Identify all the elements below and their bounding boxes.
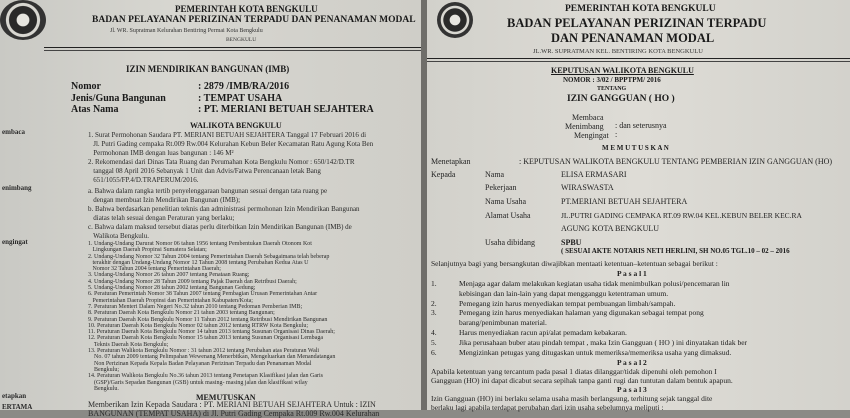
- list-item: a. Bahwa dalam rangka tertib penyelenggaraan bangunan sesuai dengan tata ruang pe: [88, 187, 328, 195]
- ho-document-page: [427, 0, 850, 410]
- tentang-label: TENTANG: [597, 86, 627, 92]
- field-value-alamat-usaha: JL.PUTRI GADING CEMPAKA RT.09 RW.04 KEL.KEBUN BELER KEC.RA: [561, 211, 802, 220]
- side-label-menimbang: enimbang: [2, 184, 32, 192]
- pasal-1-list: [431, 279, 850, 357]
- pasal-3-heading: P a s a l 3: [617, 385, 647, 394]
- left-memutuskan-heading: MEMUTUSKAN: [196, 393, 256, 402]
- list-item: 1. Undang-Undang Darurat Nomor 06 tahun 1956 tentang Pembentukan Daerah Otonom Kot: [88, 241, 312, 247]
- list-item: Non Perizinan Kepada Kepala Badan Pelayanan Perizinan Terpadu dan Penanaman Modal: [88, 360, 312, 367]
- list-item: 9. Peraturan Daerah Kota Bengkulu Nomor 11 Tahun 2012 tentang Retribusi Mendirikan Bangunan: [88, 316, 328, 323]
- left-header-city: BENGKULU: [226, 37, 257, 43]
- list-item: 8. Peraturan Daerah Kota Bengkulu Nomor 21 tahun 2003 tentang Bangunan;: [88, 310, 275, 317]
- list-item: Bengkulu;: [88, 366, 119, 373]
- pasal-2-line-2: Gangguan (HO) ini dapat dicabut secara sepihak tanpa ganti rugi dan tuntutan dalam bentuk apapun.: [431, 376, 733, 385]
- city-emblem-icon: [437, 2, 473, 38]
- list-item: 2. Pemegang izin harus menyediakan tempat pembuangan limbah/sampah.: [431, 298, 676, 308]
- left-header-address: Jl. WR. Supratman Kelurahan Bentiring Permai Kota Bengkulu: [110, 28, 263, 34]
- list-item: 14. Peraturan Walikota Bengkulu No.36 tahun 2013 tentang Penetapan Klasifikasi jalan dan Garis: [88, 373, 324, 380]
- list-item: 3. Undang-Undang Nomor 26 tahun 2007 tentang Penataan Ruang;: [88, 272, 250, 279]
- menetapkan-value: : KEPUTUSAN WALIKOTA BENGKULU TENTANG PEMBERIAN IZIN GANGGUAN (HO): [519, 157, 833, 166]
- list-item: Memberikan Izin Kepada Saudara : PT. MERIANI BETUAH SEJAHTERA Untuk : IZIN: [88, 400, 376, 409]
- list-item: tanggal 08 April 2016 Sebanyak 1 Unit dan Advis/Fatwa Perencanaan letak Bang: [88, 167, 321, 175]
- list-item: 5. Undang-Undang Nomor 28 tahun 2002 tentang Bangunan Gedung;: [88, 285, 256, 292]
- keputusan-number: NOMOR : 3/02 / BPPTPM/ 2016: [563, 76, 661, 84]
- pasal-2-line-1: Apabila ketentuan yang tercantum pada pasal 1 diatas dilanggar/tidak dipenuhi oleh pemohon I: [431, 367, 717, 376]
- field-value-usaha-dibidang: SPBU: [561, 238, 582, 247]
- list-item: Teknis Daerah Kota Bengkulu;: [88, 341, 169, 348]
- list-item: 11. Peraturan Daerah Kota Bengkulu Nomor 14 tahun 2013 tentang Susunan Organisasi Dinas Daerah;: [88, 329, 335, 336]
- list-item: Nomor 32 Tahun 2004 tentang Pemerintahan Daerah;: [88, 266, 221, 273]
- field-value-pekerjaan: WIRASWASTA: [561, 183, 614, 192]
- mengingat-list: [88, 241, 335, 392]
- list-item: 12. Peraturan Daerah Kota Bengkulu Nomor 15 tahun 2013 tentang Susunan Organisasi Lembaga: [88, 335, 324, 342]
- list-item: diatas telah sesuai dengan Peraturan yang berlaku;: [88, 214, 235, 222]
- list-item: (GSP)/Garis Sepadan Bangunan (GSB) untuk masing- masing jalan dan klasifikasi wilay: [88, 379, 308, 386]
- list-item: 7. Peraturan Menteri Dalam Negeri No.32 tahun 2010 tentang Pedoman Pemberian IMB;: [88, 303, 303, 310]
- menimbang-list: [88, 187, 360, 241]
- field-label-alamat-usaha: Alamat Usaha: [485, 211, 531, 220]
- list-item: kebisingan dan lain-lain yang dapat mengganggu ketentraman umum.: [459, 288, 669, 298]
- pasal-3-line-2: berlaku lagi apabila terdapat perubahan dari izin usaha sebelumnya meliputi :: [431, 403, 664, 412]
- left-header-government: PEMERINTAH KOTA BENGKULU: [175, 4, 318, 14]
- list-item: Jl. Putri Gading cempaka Rt.009 Rw.004 Kelurahan Kebun Beler Kecamatan Ratu Agung Kota Ben: [88, 140, 374, 148]
- list-item: 2. Rekomendasi dari Dinas Tata Ruang dan Perumahan Kota Bengkulu Nomor : 650/142/D.TR: [88, 158, 355, 166]
- list-item: Permohonan IMB dengan luas bangunan : 146 M²: [88, 149, 234, 157]
- menetapkan-label: Menetapkan: [431, 157, 471, 166]
- list-item: 1. Surat Permohonan Saudara PT. MERIANI BETUAH SEJAHTERA Tanggal 17 Februari 2016 di: [88, 131, 367, 139]
- izin-gangguan-title: IZIN GANGGUAN ( HO ): [567, 94, 675, 104]
- list-item: 10. Peraturan Daerah Kota Bengkulu Nomor 02 tahun 2012 tentang RTRW Kota Bengkulu;: [88, 322, 308, 329]
- left-document-title: IZIN MENDIRIKAN BANGUNAN (IMB): [126, 64, 290, 74]
- field-value-alamat-cont: AGUNG KOTA BENGKULU: [561, 224, 660, 233]
- list-item: 3. Pemegang izin harus menyediakan halaman yang digunakan sebagai tempat pong: [431, 308, 704, 318]
- list-item: terakhir dengan Undang-Undang Nomor 12 Tahun 2008 tentang Perubahan Kedua Atas U: [88, 259, 309, 266]
- list-item: 4. Harus menyediakan racun api/alat pemadam kebakaran.: [431, 327, 627, 337]
- right-header-agency-1: BADAN PELAYANAN PERIZINAN TERPADU: [507, 16, 767, 30]
- list-item: 651/1055/FP.4/D.TRAPERUM/2016.: [88, 176, 199, 184]
- pasal-1-heading: P a s a l 1: [617, 269, 647, 278]
- right-header-government: PEMERINTAH KOTA BENGKULU: [565, 4, 716, 14]
- field-label-pekerjaan: Pekerjaan: [485, 183, 517, 192]
- list-item: No. 07 tahun 2009 tentang Pelimpahan Wewenang Menerbitkan, Mengeluarkan dan Menandatangan: [88, 354, 336, 361]
- list-item: 4. Undang-Undang Nomor 28 Tahun 2009 tentang Pajak Daerah dan Retribusi Daerah;: [88, 278, 297, 285]
- ketentuan-intro: Selanjutnya bagi yang bersangkutan diwajibkan mentaati ketentuan–ketentuan sebagai berikut :: [431, 259, 718, 268]
- right-memutuskan-heading: M E M U T U S K A N: [602, 144, 669, 152]
- kepada-label: Kepada: [431, 170, 456, 179]
- mengingat-colon: :: [615, 130, 618, 139]
- field-label-nama: Nama: [485, 170, 505, 179]
- side-label-mengingat: engingat: [2, 238, 28, 246]
- akte-notaris-text: ( SESUAI AKTE NOTARIS NETI HERLINI, SH NO.05 TGL.10 – 02 – 2016: [561, 247, 790, 255]
- pasal-3-line-1: Izin Gangguan (HO) ini berlaku selama usaha masih berlangsung, terhitung sejak tanggal dite: [431, 394, 713, 403]
- atas-nama-label: Atas Nama: [71, 104, 119, 115]
- jenis-bangunan-label: Jenis/Guna Bangunan: [71, 93, 166, 104]
- list-item: b. Bahwa berdasarkan penelitian teknis dan administrasi permohonan Izin Mendirikan Bangunan: [88, 205, 360, 213]
- list-item: Walikota Bengkulu.: [88, 232, 149, 240]
- field-value-nama-usaha: PT.MERIANI BETUAH SEJAHTERA: [561, 197, 688, 206]
- seterusnya-text: : dan seterusnya: [615, 121, 667, 130]
- menimbang-label: Menimbang: [565, 122, 604, 131]
- nomor-value: : 2879 /IMB/RA/2016: [198, 81, 290, 92]
- field-label-nama-usaha: Nama Usaha: [485, 197, 527, 206]
- mengingat-label: Mengingat: [574, 131, 609, 140]
- right-header-address: JL.WR. SUPRATMAN KEL. BENTIRING KOTA BENGKULU: [533, 48, 703, 55]
- side-label-menetapkan: etapkan: [2, 392, 27, 400]
- list-item: 13. Peraturan Walikota Bengkulu Nomor : 31 tahun 2012 tentang Perubahan atas Peraturan Wali: [88, 348, 320, 355]
- pasal-2-heading: P a s a l 2: [617, 358, 647, 367]
- list-item: Bengkulu.: [88, 385, 119, 392]
- list-item: 1. Menjaga agar dalam melakukan kegiatan usaha tidak menimbulkan polusi/pencemaran lin: [431, 279, 730, 288]
- keputusan-title: KEPUTUSAN WALIKOTA BENGKULU: [551, 66, 694, 75]
- field-value-nama: ELISA ERMASARI: [561, 170, 627, 179]
- nomor-label: Nomor: [71, 81, 101, 92]
- membaca-list: [88, 131, 373, 185]
- list-item: barang/penimbunan material.: [459, 318, 547, 328]
- list-item: BANGUNAN (TEMPAT USAHA) di Jl. Putri Gading Cempaka Rt.009 Rw.004 Kelurahan: [88, 409, 380, 418]
- list-item: 5. Jika perusahaan buber atau pindah tempat , maka Izin Gangguan ( HO ) ini dinyatakan tidak ber: [431, 337, 748, 347]
- list-item: dengan membuat Izin Mendirikan Bangunan (IMB);: [88, 196, 241, 204]
- list-item: Pemerintahan Daerah Propinsi dan Pemerintahan Kabupaten/Kota;: [88, 297, 253, 304]
- list-item: 6. Mengizinkan petugas yang ditugaskan untuk memeriksa/memeriksa usaha yang dimaksud.: [431, 347, 732, 357]
- list-item: Lingkungan Daerah Propinsi Sumatera Selatan;: [88, 247, 207, 254]
- list-item: 2. Undang-Undang Nomor 32 Tahun 2004 tentang Pemerintahan Daerah Sebagaimana telah beberap: [88, 253, 330, 260]
- field-label-usaha-dibidang: Usaha dibidang: [485, 238, 535, 247]
- list-item: c. Bahwa dalam maksud tersebut diatas perlu diterbitkan Izin Mendirikan Bangunan (IMB) de: [88, 223, 352, 231]
- pertama-text: [88, 400, 379, 418]
- side-label-membaca: embaca: [2, 128, 25, 136]
- imb-document-page: [0, 0, 421, 418]
- side-label-pertama: ERTAMA: [2, 403, 33, 411]
- right-header-agency-2: DAN PENANAMAN MODAL: [551, 31, 715, 45]
- membaca-label: Membaca: [572, 113, 604, 122]
- jenis-bangunan-value: : TEMPAT USAHA: [198, 93, 283, 104]
- atas-nama-value: : PT. MERIANI BETUAH SEJAHTERA: [198, 104, 374, 115]
- walikota-heading: WALIKOTA BENGKULU: [190, 121, 282, 130]
- city-emblem-icon: [0, 0, 46, 40]
- list-item: 6. Peraturan Pemerintah Nomor 38 Tahun 2007 tentang Pembagian Urusan Pemerintahan Antar: [88, 291, 318, 298]
- left-header-agency: BADAN PELAYANAN PERIZINAN TERPADU DAN PENANAMAN MODAL: [92, 15, 416, 25]
